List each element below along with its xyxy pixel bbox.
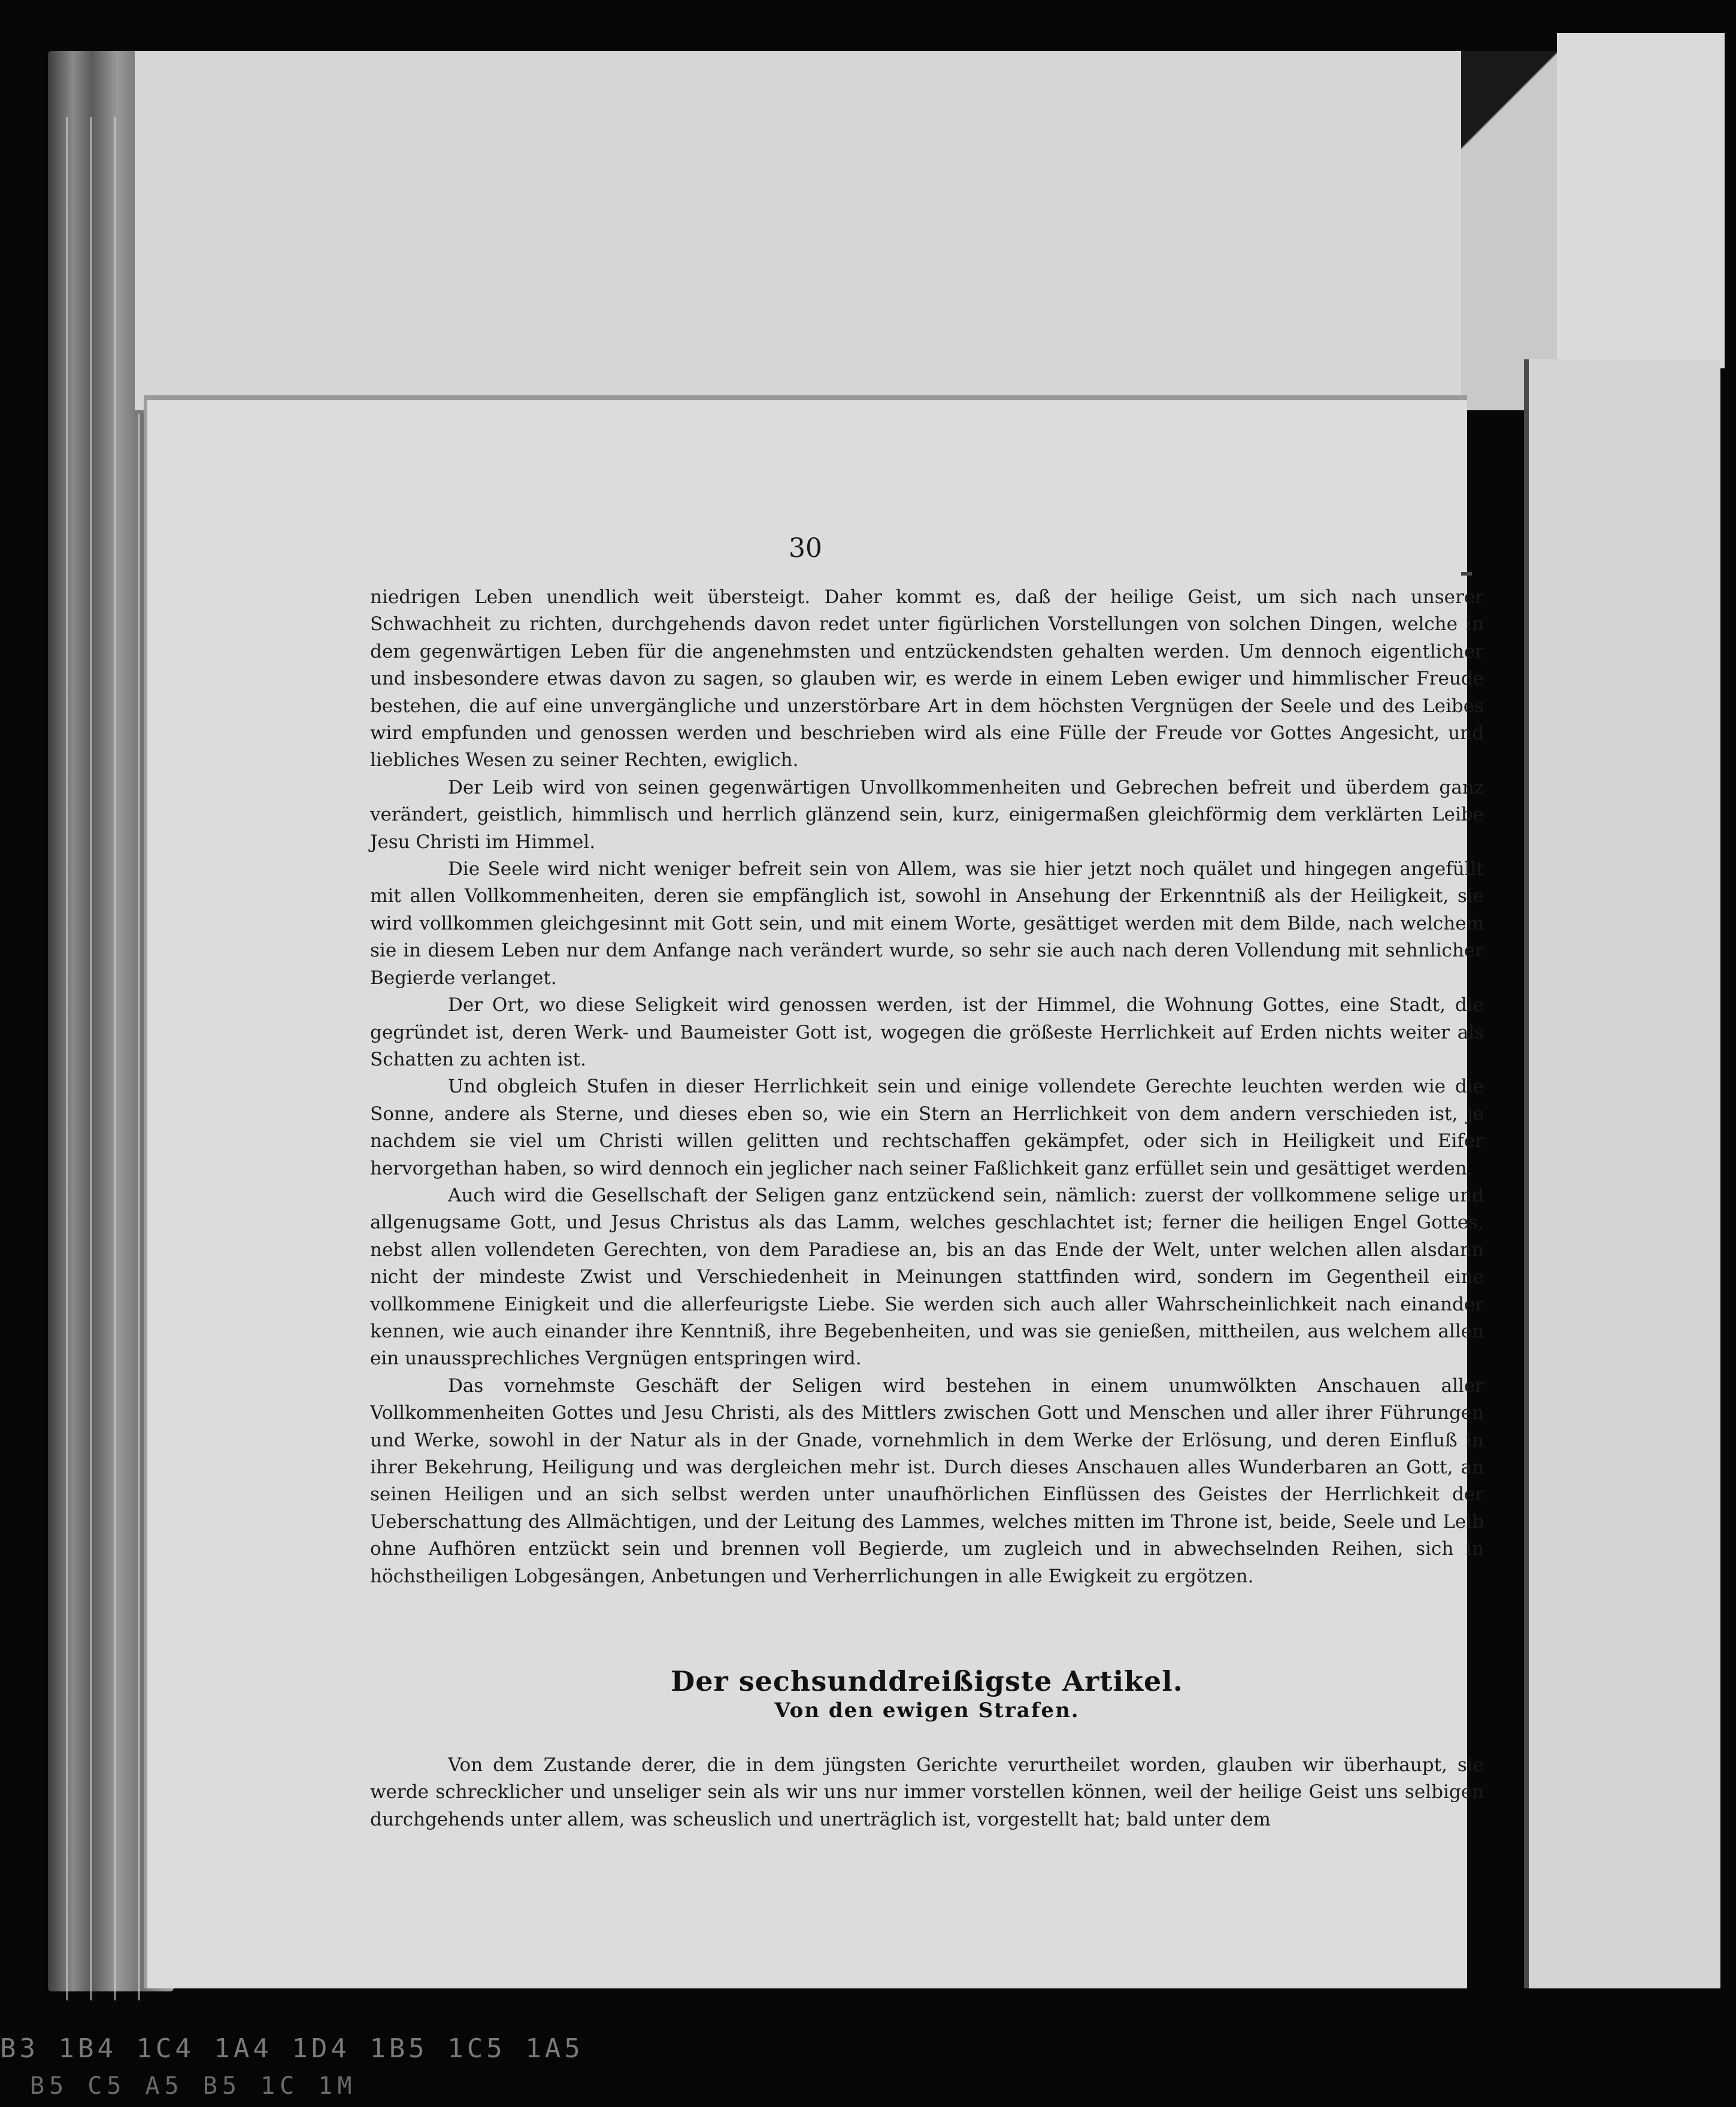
page-number: 30 — [789, 533, 822, 564]
page-edge-line — [90, 117, 92, 2021]
paragraph: niedrigen Leben unendlich weit übersteigt. Daher kommt es, daß der heilige Geist, um sich nach unserer Schwachheit zu richten, durchgehends davon redet unter figürlichen Vorstellungen von solchen Dingen, welche in dem gegenwärtigen Leben für die angenehmsten und entzückendsten gehalten werden. Um dennoch eigentlicher und insbesondere etwas davon zu sagen, so glauben wir, es werde in einem Leben ewiger und himmlischer Freude bestehen, die auf eine unvergängliche und unzerstörbare Art in dem höchsten Vergnügen der Seele und des Leibes wird empfunden und genossen werden und beschrieben wird als eine Fülle der Freude vor Gottes Angesicht, und liebliches Wesen zu seiner Rechten, ewiglich. — [370, 586, 1484, 771]
paragraph: Der Ort, wo diese Seligkeit wird genossen werden, ist der Himmel, die Wohnung Gottes, eine Stadt, die gegründet ist, deren Werk- und Baumeister Gott ist, wogegen die größeste Herrlichkeit auf Erden nichts weiter als Schatten zu achten ist. — [370, 994, 1484, 1070]
page-body-text — [370, 584, 1484, 1590]
page-shadow — [1461, 51, 1557, 231]
paragraph: Auch wird die Gesellschaft der Seligen ganz entzückend sein, nämlich: zuerst der vollkommene selige und allgenugsame Gott, und Jesus Christus als das Lamm, welches geschlachtet ist; ferner die heiligen Engel Gottes, nebst allen vollendeten Gerechten, von dem Paradiese an, bis an das Ende der Welt, unter welchen allen alsdann nicht der mindeste Zwist und Verschiedenheit in Meinungen stattfinden wird, sondern im Gegentheil eine vollkommene Einigkeit und die allerfeurigste Liebe. Sie werden sich auch aller Wahrscheinlichkeit nach einander kennen, wie auch einander ihre Kenntniß, ihre Begebenheiten, und was sie genießen, mittheilen, aus welchem allen ein unaussprechliches Vergnügen entspringen wird. — [370, 1184, 1484, 1370]
document-page — [144, 395, 1484, 1988]
paragraph: Und obgleich Stufen in dieser Herrlichkeit sein und einige vollendete Gerechte leuchten werden wie die Sonne, andere als Sterne, und dieses eben so, wie ein Stern an Herrlichkeit von dem andern verschieden ist, je nachdem sie viel um Christi willen gelitten und rechtschaffen gekämpfet, oder sich in Heiligkeit und Eifer hervorgethan haben, so wird dennoch ein jeglicher nach seiner Faßlichkeit ganz erfüllet sein und gesättiget werden. — [370, 1076, 1484, 1179]
paragraph: Die Seele wird nicht weniger befreit sein von Allem, was sie hier jetzt noch quälet und hingegen angefüllt mit allen Vollkommenheiten, deren sie empfänglich ist, sowohl in Ansehung der Erkenntniß als der Heiligkeit, sie wird vollkommen gleichgesinnt mit Gott sein, und mit einem Worte, gesättiget werden mit dem Bilde, nach welchem sie in diesem Leben nur dem Anfange nach verändert wurde, so sehr sie auch nach deren Vollendung mit sehnlicher Begierde verlanget. — [370, 858, 1484, 989]
scan-strip-label: B3 1B4 1C4 1A4 1D4 1B5 1C5 1A5 — [0, 2033, 584, 2064]
page-edge-line — [66, 117, 68, 2021]
margin-mark — [1461, 572, 1472, 576]
scan-strip-label: B5 C5 A5 B5 1C 1M — [30, 2072, 357, 2100]
underlying-page — [135, 51, 1461, 414]
article-text — [370, 1752, 1484, 1833]
page-edge-line — [114, 117, 116, 2021]
right-page-strip — [1524, 359, 1720, 1988]
article-heading — [370, 1665, 1484, 1722]
paragraph: Der Leib wird von seinen gegenwärtigen Unvollkommenheiten und Gebrechen befreit und überdem ganz verändert, geistlich, himmlisch und herrlich glänzend sein, kurz, einigermaßen gleichförmig dem verklärten Leibe Jesu Christi im Himmel. — [370, 776, 1484, 853]
article-subtitle: Von den ewigen Strafen. — [774, 1699, 1080, 1722]
article-title: Der sechsunddreißigste Artikel. — [671, 1665, 1183, 1697]
paragraph: Von dem Zustande derer, die in dem jüngsten Gerichte verurtheilet worden, glauben wir überhaupt, sie werde schrecklicher und unseliger sein als wir uns nur immer vorstellen können, weil der heilige Geist uns selbigen durchgehends unter allem, was scheuslich und unerträglich ist, vorgestellt hat; bald unter dem — [370, 1754, 1484, 1830]
paragraph: Das vornehmste Geschäft der Seligen wird bestehen in einem unumwölkten Anschauen aller Vollkommenheiten Gottes und Jesu Christi, als des Mittlers zwischen Gott und Menschen und aller ihrer Führungen und Werke, sowohl in der Natur als in der Gnade, vornehmlich in dem Werke der Erlösung, und deren Einfluß in ihrer Bekehrung, Heiligung und was dergleichen mehr ist. Durch dieses Anschauen alles Wunderbaren an Gott, an seinen Heiligen und an sich selbst werden unter unaufhörlichen Einflüssen des Geistes der Herrlichkeit der Ueberschattung des Allmächtigen, und der Leitung des Lammes, welches mitten im Throne ist, beide, Seele und Leib ohne Aufhören entzückt sein und brennen voll Begierde, um zugleich und in abwechselnden Reihen, sich in höchstheiligen Lobgesängen, Anbetungen und Verherrlichungen in alle Ewigkeit zu ergötzen. — [370, 1375, 1484, 1587]
right-page-strip — [1557, 33, 1725, 368]
